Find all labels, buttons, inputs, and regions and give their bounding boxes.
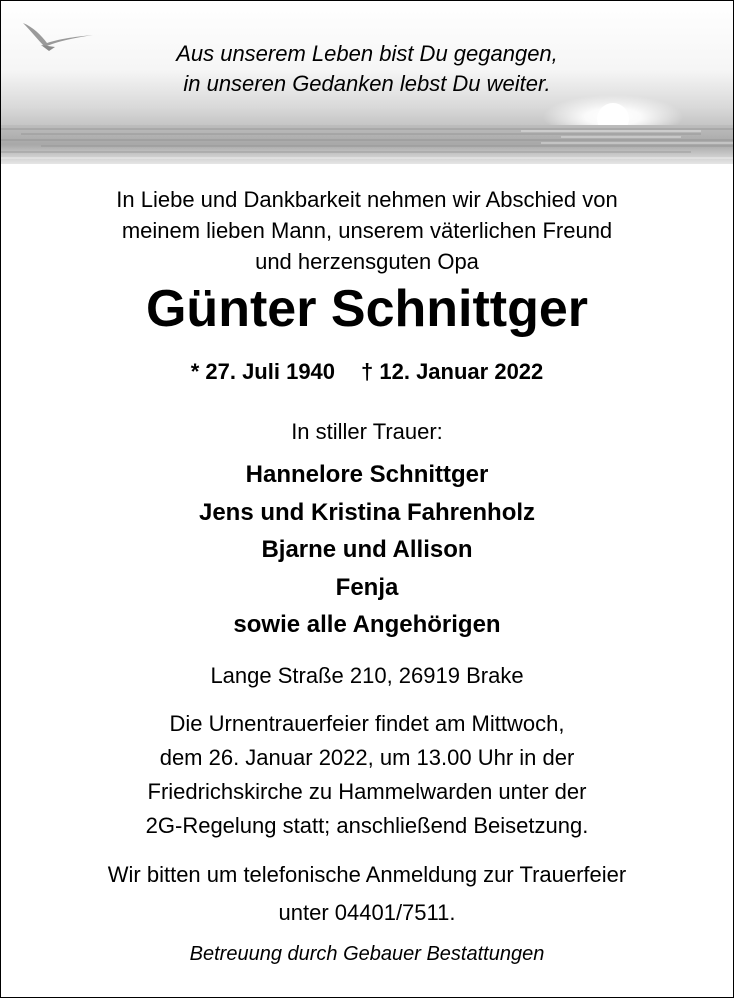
intro-line: und herzensguten Opa [255, 249, 479, 274]
intro-text [1, 184, 733, 277]
mourner: sowie alle Angehörigen [233, 611, 501, 638]
registration-line: Wir bitten um telefonische Anmeldung zur Trauerfeier [107, 862, 627, 887]
registration-line: unter 04401/7511. [278, 900, 456, 925]
motto-line: in unseren Gedanken lebst Du weiter. [183, 71, 551, 96]
motto [1, 39, 733, 99]
ceremony-info [1, 707, 733, 843]
registration-info [1, 856, 733, 932]
undertaker-credit: Betreuung durch Gebauer Bestattungen [189, 943, 545, 965]
mourners-list [1, 456, 733, 644]
motto-line: Aus unserem Leben bist Du gegangen, [176, 41, 558, 66]
ceremony-line: dem 26. Januar 2022, um 13.00 Uhr in der [159, 745, 575, 770]
ceremony-line: Die Urnentrauerfeier findet am Mittwoch, [169, 711, 565, 736]
address: Lange Straße 210, 26919 Brake [210, 663, 524, 688]
intro-line: In Liebe und Dankbarkeit nehmen wir Abschied von [116, 187, 618, 212]
mourner: Jens und Kristina Fahrenholz [198, 498, 536, 526]
mourner: Bjarne und Allison [261, 536, 473, 563]
mourning-label: In stiller Trauer: [291, 419, 443, 444]
life-dates [1, 357, 733, 387]
mourner: Fenja [335, 573, 399, 601]
birth-date: * 27. Juli 1940 [190, 359, 336, 384]
mourner: Hannelore Schnittger [245, 461, 489, 488]
intro-line: meinem lieben Mann, unserem väterlichen Freund [121, 218, 613, 243]
death-date: † 12. Januar 2022 [361, 359, 544, 384]
ceremony-line: Friedrichskirche zu Hammelwarden unter der [147, 779, 587, 804]
deceased-name: Günter Schnittger [145, 280, 589, 338]
ceremony-line: 2G-Regelung statt; anschließend Beisetzung. [145, 813, 589, 838]
